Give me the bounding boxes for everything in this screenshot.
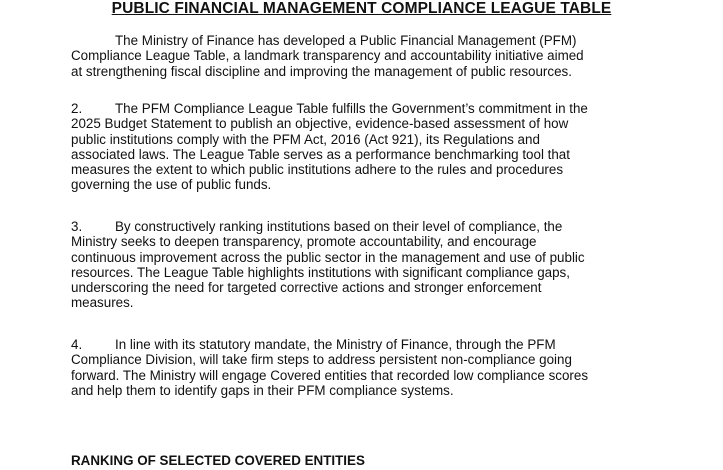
paragraph-line: resources. The League Table highlights institutions with significant compliance gaps, — [71, 264, 570, 280]
section-heading: RANKING OF SELECTED COVERED ENTITIES — [71, 453, 365, 468]
paragraph-line: at strengthening fiscal discipline and improving the management of public resources. — [71, 63, 572, 79]
paragraph-line: measures. — [71, 295, 134, 311]
paragraph-line: underscoring the need for targeted corrective actions and stronger enforcement — [71, 280, 542, 296]
paragraph-line: public institutions comply with the PFM Act, 2016 (Act 921), its Regulations and — [71, 131, 540, 147]
paragraph-line: forward. The Ministry will engage Covered entities that recorded low compliance scores — [71, 367, 589, 383]
paragraph-text: By constructively ranking institutions based on their level of compliance, the — [115, 219, 563, 234]
paragraph-number: 4. — [71, 337, 83, 352]
paragraph-line — [71, 101, 671, 116]
paragraph-line: and help them to identify gaps in their PFM compliance systems. — [71, 382, 454, 398]
paragraph-line: associated laws. The League Table serves as a performance benchmarking tool that — [71, 146, 570, 162]
paragraph-number: 2. — [71, 101, 83, 116]
paragraph-line: 2025 Budget Statement to publish an objective, evidence-based assessment of how — [71, 116, 569, 132]
paragraph-line — [71, 337, 671, 352]
paragraph-line: Compliance League Table, a landmark transparency and accountability initiative aimed — [71, 48, 584, 64]
paragraph-number: 3. — [71, 219, 83, 234]
paragraph-line: governing the use of public funds. — [71, 177, 272, 193]
paragraph-2 — [71, 101, 671, 193]
paragraph-text: In line with its statutory mandate, the Ministry of Finance, through the PFM — [115, 337, 556, 352]
paragraph-line: Ministry seeks to deepen transparency, promote accountability, and encourage — [71, 234, 537, 250]
paragraph-4 — [71, 337, 671, 398]
document-title: PUBLIC FINANCIAL MANAGEMENT COMPLIANCE LEAGUE TABLE — [111, 0, 612, 17]
paragraph-text: The Ministry of Finance has developed a Public Financial Management (PFM) — [115, 33, 577, 48]
paragraph-3 — [71, 219, 671, 311]
paragraph-line: Compliance Division, will take firm steps to address persistent non-compliance going — [71, 352, 572, 368]
paragraph-text: The PFM Compliance League Table fulfills the Government’s commitment in the — [115, 101, 588, 116]
paragraph-line: continuous improvement across the public sector in the management and use of public — [71, 249, 585, 265]
paragraph-line: measures the extent to which public institutions adhere to the rules and procedures — [71, 162, 564, 178]
paragraph-line — [71, 33, 671, 48]
paragraph-line — [71, 219, 671, 234]
paragraph-1 — [71, 33, 671, 79]
